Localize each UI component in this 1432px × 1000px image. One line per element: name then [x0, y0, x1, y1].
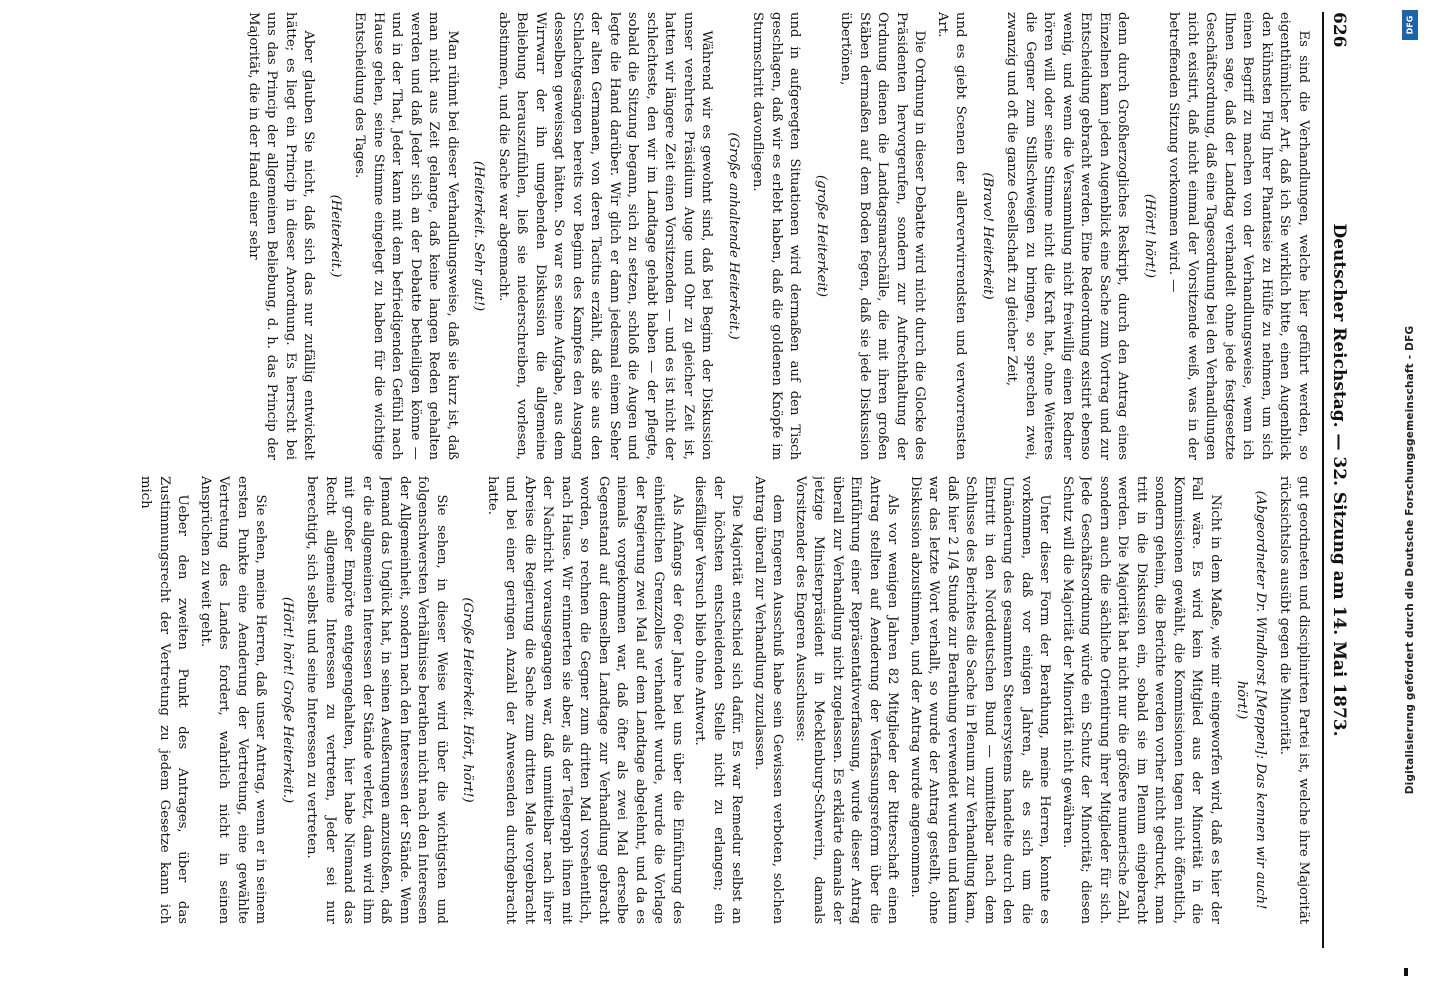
paragraph: Unter dieser Form der Berathung, meine Herren, konnte es vorkommen, daß vor einigen Jahren, als es sich um die Umänderung des gesammten Steuersystems handelte durch den Eintritt in den Norddeutschen Bund — unmittelbar nach dem Schlusse des Berichtes die Sache in Plenum zur Verhandlung kam, daß hier 2 1/4 Stunde zur Berathung verwendet wurden und kaum war das letzte Wort verhallt, so wurde der Antrag gestellt, ohne Diskussion abzustimmen, und der Antrag wurde angenommen.	[908, 476, 1053, 924]
paragraph: Aber glauben Sie nicht, daß sich das nur zufällig entwickelt hätte; es liegt ein Princip in dieser Anordnung. Es herrscht bei uns das Princip der allgemeinen Beliebung, d. h. das Princip der Majorität, die in der Hand einer sehr	[246, 12, 317, 460]
right-column	[38, 476, 1312, 924]
paragraph: Die Majorität entschied sich dafür. Es war Remedur selbst an der höchsten entscheidenden Stelle nicht zu erlangen; ein diesfälliger Versuch blieb ohne Antwort.	[692, 476, 745, 924]
interjection: (Große Heiterkeit. Hört, hört!)	[460, 597, 476, 803]
dfg-side-strip	[1388, 0, 1432, 1000]
paragraph: Sie sehen, in dieser Weise wird über die wichtigsten und folgenschwersten Verhältnisse berathen nicht nach den Interessen der Allgemeinheit, sondern nach den Interessen der Stände. Wenn Jemand das Unglück hat, in seinen Aeußerungen anzustoßen, daß er die allgemeinen Interessen der Stände verletzt, dann wird ihm mit großer Empörte entgegengehalten, hier habe Niemand das Recht allgemeine Interessen zu vertreten, Jeder sei nur berechtigt, sich selbst und seine Interessen zu vertreten.	[304, 476, 449, 924]
page-header	[1322, 12, 1354, 948]
scan-mark	[1404, 968, 1408, 976]
paragraph: und in aufgeregten Situationen wird dermaßen auf den Tisch geschlagen, daß wir es erlebt haben, daß die goldenen Knöpfe im Sturmschritt davonfliegen.	[750, 12, 803, 460]
paragraph: Sie sehen, meine Herren, daß unser Antrag, wenn er in seinem ersten Punkte eine Aenderung der Vertretung, eine gewählte Vertretung des Landes fordert, wahrlich nicht in seinen Ansprüchen zu weit geht.	[198, 476, 269, 924]
paragraph: und es giebt Scenen der allerverwirrendsten und verworrensten Art.	[935, 12, 969, 460]
interjection: (Hört! hört! Große Heiterkeit.)	[280, 596, 295, 804]
paragraph: Ueber den zweiten Punkt des Antrages, über das Zustimmungsrecht der Vertretung zu jedem Gesetze kann ich mich	[138, 476, 191, 924]
interjection: (Heiterkeit. Sehr gut!)	[471, 160, 487, 312]
text-columns	[38, 12, 1312, 948]
scanned-page	[24, 0, 1374, 960]
paragraph: Man rühmt bei dieser Verhandlungsweise, daß sie kurz ist, daß man nicht aus Zeit gelange, daß keine langen Reden gehalten werden und daß Jeder sich an der Debatte betheiligen könne — und in der That, Jeder kann mit dem befriedigenden Gefühl nach Hause gehen, seine Stimme eingelegt zu haben für die wichtige Entscheidung des Tages.	[352, 12, 460, 460]
interjection: (Hört! hört!)	[1142, 193, 1157, 279]
left-column	[38, 12, 1312, 460]
paragraph: Nicht in dem Maße, wie mir eingeworfen wird, daß es hier der Fall wäre. Es wird kein Mitglied aus der Minorität in die Kommissionen gewählt, die Kommissionen tagen nicht öffentlich, sondern geheim, die Berichte werden vorher nicht gedruckt, man tritt in die Diskussion ein, sobald sie im Plenum eingebracht werden. Die Majorität hat nicht nur die größere numerische Zahl, sondern auch die sächliche Orientirung ihrer Mitglieder für sich. Jede Geschäftsordnung würde ein Schutz der Minorität; diesen Schutz will die Majorität der Minorität nicht gewähren.	[1060, 476, 1223, 924]
running-title: Deutscher Reichstag. — 32. Sitzung am 14. Mai 1873.	[1329, 223, 1349, 737]
interjection: (Heiterkeit.)	[328, 194, 343, 278]
paragraph: denn durch Großherzogliches Reskript, durch den Antrag eines Einzelnen kann jeden Augenblick eine Sache zum Vortrag und zur Entscheidung gebracht werden. Eine Redeordnung existirt ebenso wenig, und wenn die Versammlung nicht freiwillig einen Redner hören will oder seine Stimme nicht die Kraft hat, ohne Weiteres die Gegner zum Stillschweigen zu bringen, so sprechen zwei, zwanzig und oft die ganze Gesellschaft zu gleicher Zeit,	[1004, 12, 1131, 460]
paragraph: dem Engeren Ausschuß habe sein Gewissen verboten, solchen Antrag überall zur Verhandlung zuzulassen.	[752, 476, 786, 924]
paragraph: Es sind die Verhandlungen, welche hier geführt werden, so eigenthümlicher Art, daß ich Sie wirklich bitte, einen Augenblick den kühnsten Flug Ihrer Phantasie zu Hülfe zu nehmen, um sich einen Begriff zu machen von der Verhandlungsweise, wenn ich Ihnen sage, daß der Landtag verhandelt ohne jede festgesetzte Geschäftsordnung, daß eine Tagesordnung bei den Verhandlungen nicht existirt, daß nicht einmal der Vorsitzende weiß, was in der betreffenden Sitzung vorkommen wird. —	[1166, 12, 1311, 460]
paragraph: Als Anfangs der 60er Jahre bei uns über die Einführung des einheitlichen Grenzzolles verhandelt wurde, wurde die Vorlage der Regierung zwei Mal auf dem Landtage abgelehnt, und da es niemals vorgekommen war, daß öfter als zwei Mal derselbe Gegenstand auf demselben Landtage zur Verhandlung gebracht worden, so rechnen die Gegner zum dritten Mal vorsehentlich, nach Hause. Wir erinnerten sie aber, als der Telegraph ihnen mit der Nachricht vorausgegangen war, daß unmittelbar nach ihrer Abreise die Regierung die Sache zum dritten Male vorgebracht und bei einer geringen Anzahl der Anwesenden durchgebracht hatte.	[485, 476, 685, 924]
interjection: (Abgeordneter Dr. Windhorst [Meppen]: Das kennen wir auch! hört!)	[1234, 490, 1268, 910]
interjection: (Große anhaltende Heiterkeit.)	[726, 132, 741, 340]
interjection: (Bravo! Heiterkeit)	[980, 172, 995, 300]
interjection: (große Heiterkeit)	[814, 174, 829, 298]
dfg-logo: DFG	[1402, 10, 1418, 40]
paragraph: Während wir es gewohnt sind, daß bei Beginn der Diskussion unser verehrtes Präsidium Auge und Ohr zu gleicher Zeit ist, hatten wir längere Zeit einen Vorsitzenden — und es ist nicht der schlechteste, den wir im Landtage gehabt haben — der pflegte, sobald die Sitzung begann, sich zu setzen, schloß die Augen und legte die Hand darüber. Wir glich er dann jedesmal einem Seher der alten Germanen, von deren Tacitus erzählt, daß sie aus den Schlachtgesängen bereits vor Beginn des Kampfes den Ausgang desselben geweissagt hätten. So war es seine Aufgabe, aus dem Wirrwarr der ihn umgebenden Diskussion die allgemeine Beliebung herauszufühlen, ließ sie niederschreiben, vorlesen, abstimmen, und die Sache war abgemacht.	[496, 12, 715, 460]
paragraph: Die Ordnung in dieser Debatte wird nicht durch die Glocke des Präsidenten hervorgerufen, sondern zur Aufrechthaltung der Ordnung dienen die Landtagsmarschälle, die mit ihren großen Stäben dermaßen auf dem Boden fegen, daß sie jede Diskussion übertönen,	[838, 12, 928, 460]
paragraph: gut geordneten und disciplinirten Partei ist, welche ihre Majorität rücksichtslos ausübt gegen die Minorität.	[1277, 476, 1311, 924]
digitization-credit: Digitalisierung gefördert durch die Deutsche Forschungsgemeinschaft - DFG	[1404, 325, 1416, 795]
page-number: 626	[1329, 12, 1349, 48]
paragraph: Als vor wenigen Jahren 82 Mitglieder der Ritterschaft einen Antrag stellten auf Aenderung der Verfassungsreform über die Einführung einer Repräsentativverfassung, wurde dieser Antrag überall zur Verhandlung nicht zugelassen. Es erklärte damals der jetzige Ministerpräsident in Mecklenburg-Schwerin, damals Vorsitzender des Engeren Ausschusses:	[793, 476, 901, 924]
